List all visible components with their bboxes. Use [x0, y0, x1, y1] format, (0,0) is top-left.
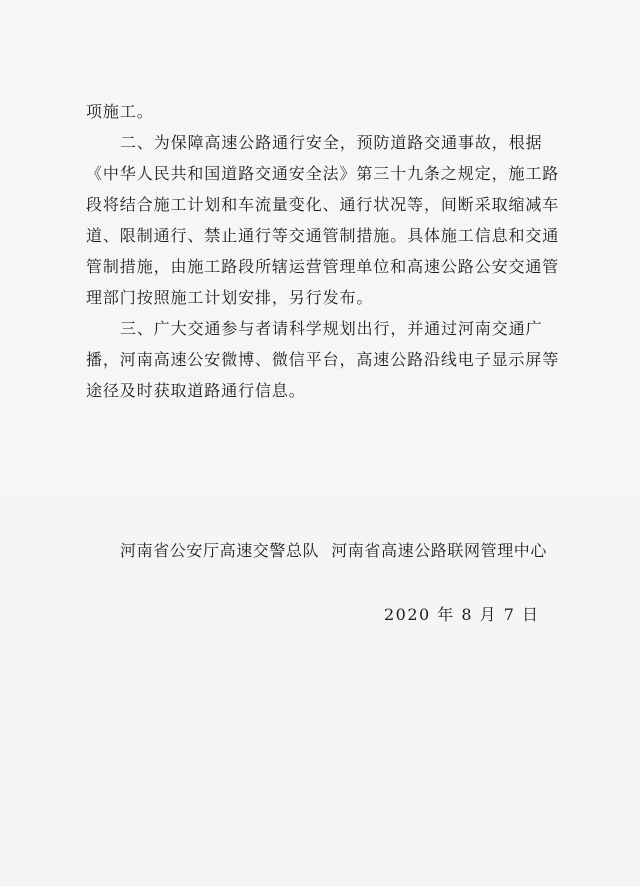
issuer-highway-police: 河南省公安厅高速交警总队 — [120, 541, 320, 560]
document-body — [86, 96, 566, 406]
issue-date: 2020 年 8 月 7 日 — [384, 605, 540, 624]
paragraph-2: 二、为保障高速公路通行安全，预防道路交通事故，根据《中华人民共和国道路交通安全法》第三十九条之规定，施工路段将结合施工计划和车流量变化、通行状况等，间断采取缩减车道、限制通行、禁止通行等交通管制措施。具体施工信息和交通管制措施，由施工路段所辖运营管理单位和高速公路公安交通管理部门按照施工计划安排，另行发布。 — [86, 133, 560, 307]
paragraph-continuation: 项施工。 — [86, 102, 154, 121]
issuer-highway-network-center: 河南省高速公路联网管理中心 — [331, 541, 548, 560]
issuing-authorities — [120, 538, 547, 561]
paragraph-3: 三、广大交通参与者请科学规划出行，并通过河南交通广播，河南高速公安微博、微信平台，高速公路沿线电子显示屏等途径及时获取道路通行信息。 — [86, 319, 560, 400]
